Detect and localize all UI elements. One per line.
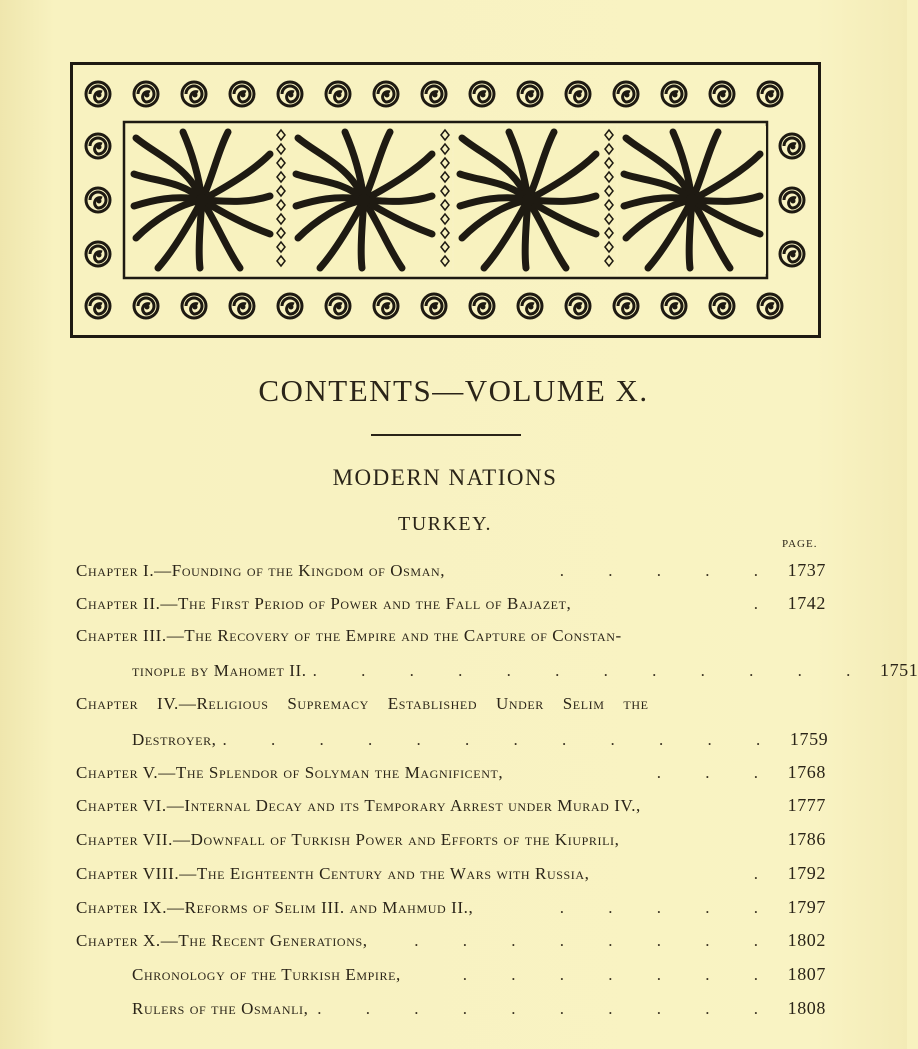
toc-entry-page: 1786 [787, 829, 826, 849]
toc-entry-title: Chronology of the Turkish Empire, [132, 965, 401, 984]
toc-entry-page: 1751 [879, 660, 918, 680]
leader-dots: . . . [656, 763, 778, 782]
toc-entry-title: Rulers of the Osmanli, [132, 999, 309, 1018]
leader-dots: . . . . . . . [462, 965, 778, 984]
toc-entry-title: Chapter III.—The Recovery of the Empire and the Capture of Constan- [76, 626, 622, 645]
leader-dots: . . . . . . . . . . . . [312, 661, 871, 680]
leader-dots: . . . . . . . . . . . . [222, 730, 781, 749]
toc-entry[interactable] [132, 998, 826, 1024]
toc-entry-title: Chapter IV.—Religious Supremacy Established Under Selim the [76, 694, 649, 713]
toc-entry-continuation[interactable] [132, 729, 829, 755]
toc-entry[interactable] [132, 964, 826, 990]
leader-dots: . . . . . [559, 898, 778, 917]
leader-dots: . . . . . . . . . . [317, 999, 778, 1018]
toc-entry-title: Chapter I.—Founding of the Kingdom of Osman, [76, 561, 446, 580]
toc-entry-page: 1777 [787, 795, 826, 815]
toc-entry-page: 1742 [787, 593, 826, 613]
leader-dots: . [753, 594, 778, 613]
toc-entry[interactable] [76, 560, 826, 586]
decorative-border-ornament [70, 62, 821, 338]
toc-entry-page: 1737 [787, 560, 826, 580]
page-column-label: PAGE. [782, 538, 818, 550]
toc-entry-page: 1759 [789, 729, 829, 749]
toc-entry-title: Chapter II.—The First Period of Power and the Fall of Bajazet, [76, 594, 572, 613]
toc-entry-page: 1807 [787, 964, 826, 984]
toc-entry[interactable] [76, 593, 826, 619]
section-heading: MODERN NATIONS [332, 465, 558, 490]
toc-entry-continuation[interactable] [132, 660, 918, 686]
toc-entry-title: Chapter V.—The Splendor of Solyman the Magnificent, [76, 763, 504, 782]
toc-entry-page: 1792 [787, 863, 826, 883]
toc-entry-page: 1768 [787, 762, 826, 782]
toc-entry[interactable] [76, 626, 826, 652]
leader-dots: . . . . . [559, 561, 778, 580]
toc-entry-title: Chapter VI.—Internal Decay and its Temporary Arrest under Murad IV., [76, 796, 641, 815]
toc-entry-title: Chapter IX.—Reforms of Selim III. and Mahmud II., [76, 898, 474, 917]
title-divider [371, 434, 521, 436]
toc-entry-title: Chapter VII.—Downfall of Turkish Power and Efforts of the Kiuprili, [76, 830, 620, 849]
toc-entry-title: Destroyer, [132, 730, 217, 749]
toc-entry-title: tinople by Mahomet II. [132, 661, 307, 680]
toc-entry[interactable] [76, 897, 826, 923]
toc-entry-page: 1802 [787, 930, 826, 950]
toc-entry-page: 1797 [787, 897, 826, 917]
toc-entry[interactable] [76, 930, 826, 956]
toc-entry[interactable] [76, 762, 826, 788]
leader-dots: . [753, 864, 778, 883]
toc-entry[interactable] [76, 694, 826, 720]
toc-entry[interactable] [76, 829, 826, 855]
leader-dots: . . . . . . . . [414, 931, 778, 950]
subsection-heading: TURKEY. [397, 513, 493, 535]
toc-entry-title: Chapter VIII.—The Eighteenth Century and the Wars with Russia, [76, 864, 590, 883]
page-title: CONTENTS—VOLUME X. [258, 373, 649, 408]
toc-entry-page: 1808 [787, 998, 826, 1018]
toc-entry-title: Chapter X.—The Recent Generations, [76, 931, 368, 950]
toc-entry[interactable] [76, 863, 826, 889]
toc-entry[interactable] [76, 795, 826, 821]
